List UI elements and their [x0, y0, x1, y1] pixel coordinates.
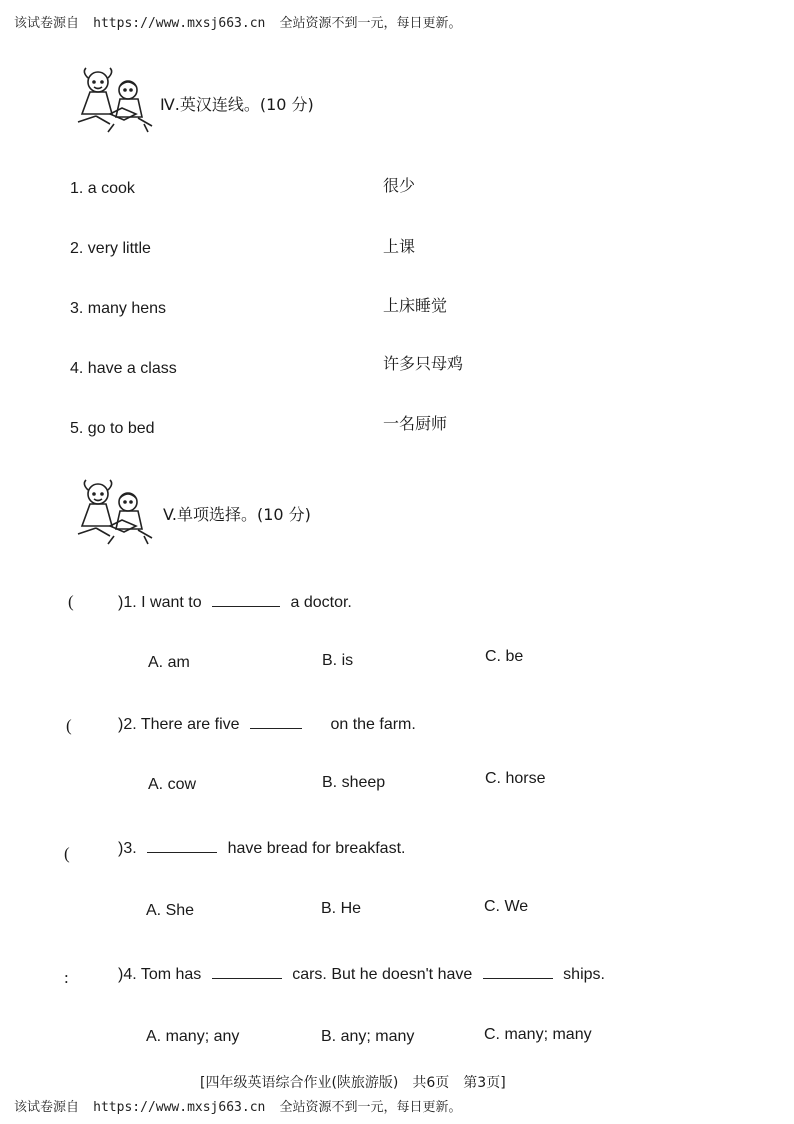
match-left-item: 5. go to bed — [70, 420, 155, 437]
match-right-item: 上床睡觉 — [383, 296, 448, 315]
answer-blank[interactable] — [250, 714, 302, 729]
question-4-pre: )4. Tom has — [118, 966, 202, 983]
option-c[interactable]: C. We — [484, 898, 529, 915]
answer-blank[interactable] — [212, 592, 280, 607]
answer-paren-open: ( — [66, 716, 72, 735]
section-4-title: Ⅳ.英汉连线。(10 分) — [160, 95, 314, 114]
question-1-pre: )1. I want to — [118, 594, 202, 611]
match-right-item: 上课 — [383, 237, 416, 256]
watermark-top — [14, 12, 462, 31]
question-2-post: on the farm. — [330, 716, 416, 733]
question-1 — [118, 592, 352, 612]
watermark-url[interactable]: https://www.mxsj663.cn — [93, 1100, 266, 1115]
question-4-post: ships. — [563, 966, 605, 983]
option-a[interactable]: A. She — [146, 902, 195, 919]
option-a[interactable]: A. am — [148, 654, 190, 671]
match-left-item: 3. many hens — [70, 300, 167, 317]
children-reading-icon — [70, 478, 158, 548]
page-footer: [四年级英语综合作业(陕旅游版) 共6页 第3页] — [200, 1075, 506, 1091]
answer-blank[interactable] — [212, 964, 282, 979]
match-right-item: 很少 — [383, 176, 416, 195]
match-left-item: 1. a cook — [70, 180, 135, 197]
children-reading-icon — [70, 66, 158, 136]
answer-paren-open: : — [64, 968, 69, 987]
option-b[interactable]: B. sheep — [322, 774, 386, 791]
section-5-title: V.单项选择。(10 分) — [163, 505, 311, 524]
answer-paren-open: ( — [68, 592, 74, 611]
match-left-item: 2. very little — [70, 240, 151, 257]
option-c[interactable]: C. be — [485, 648, 524, 665]
option-c[interactable]: C. many; many — [484, 1026, 592, 1043]
question-3 — [118, 838, 405, 858]
question-4 — [118, 964, 605, 984]
option-a[interactable]: A. cow — [148, 776, 197, 793]
question-2-pre: )2. There are five — [118, 716, 240, 733]
match-right-item: 一名厨师 — [383, 414, 448, 433]
watermark-right: 全站资源不到一元，每日更新。 — [279, 1100, 462, 1115]
question-4-mid: cars. But he doesn't have — [292, 966, 473, 983]
option-b[interactable]: B. is — [322, 652, 354, 669]
watermark-left: 该试卷源自 — [14, 16, 80, 31]
option-b[interactable]: B. any; many — [321, 1028, 415, 1045]
match-left-item: 4. have a class — [70, 360, 177, 377]
watermark-bottom — [14, 1096, 462, 1115]
option-c[interactable]: C. horse — [485, 770, 546, 787]
option-a[interactable]: A. many; any — [146, 1028, 240, 1045]
answer-blank[interactable] — [147, 838, 217, 853]
watermark-right: 全站资源不到一元，每日更新。 — [279, 16, 462, 31]
question-3-pre: )3. — [118, 840, 137, 857]
match-right-item: 许多只母鸡 — [383, 354, 464, 373]
watermark-left: 该试卷源自 — [14, 1100, 80, 1115]
question-1-post: a doctor. — [290, 594, 352, 611]
watermark-url[interactable]: https://www.mxsj663.cn — [93, 16, 266, 31]
answer-blank[interactable] — [483, 964, 553, 979]
question-2 — [118, 714, 416, 734]
answer-paren-open: ( — [64, 844, 70, 863]
question-3-post: have bread for breakfast. — [227, 840, 406, 857]
option-b[interactable]: B. He — [321, 900, 362, 917]
